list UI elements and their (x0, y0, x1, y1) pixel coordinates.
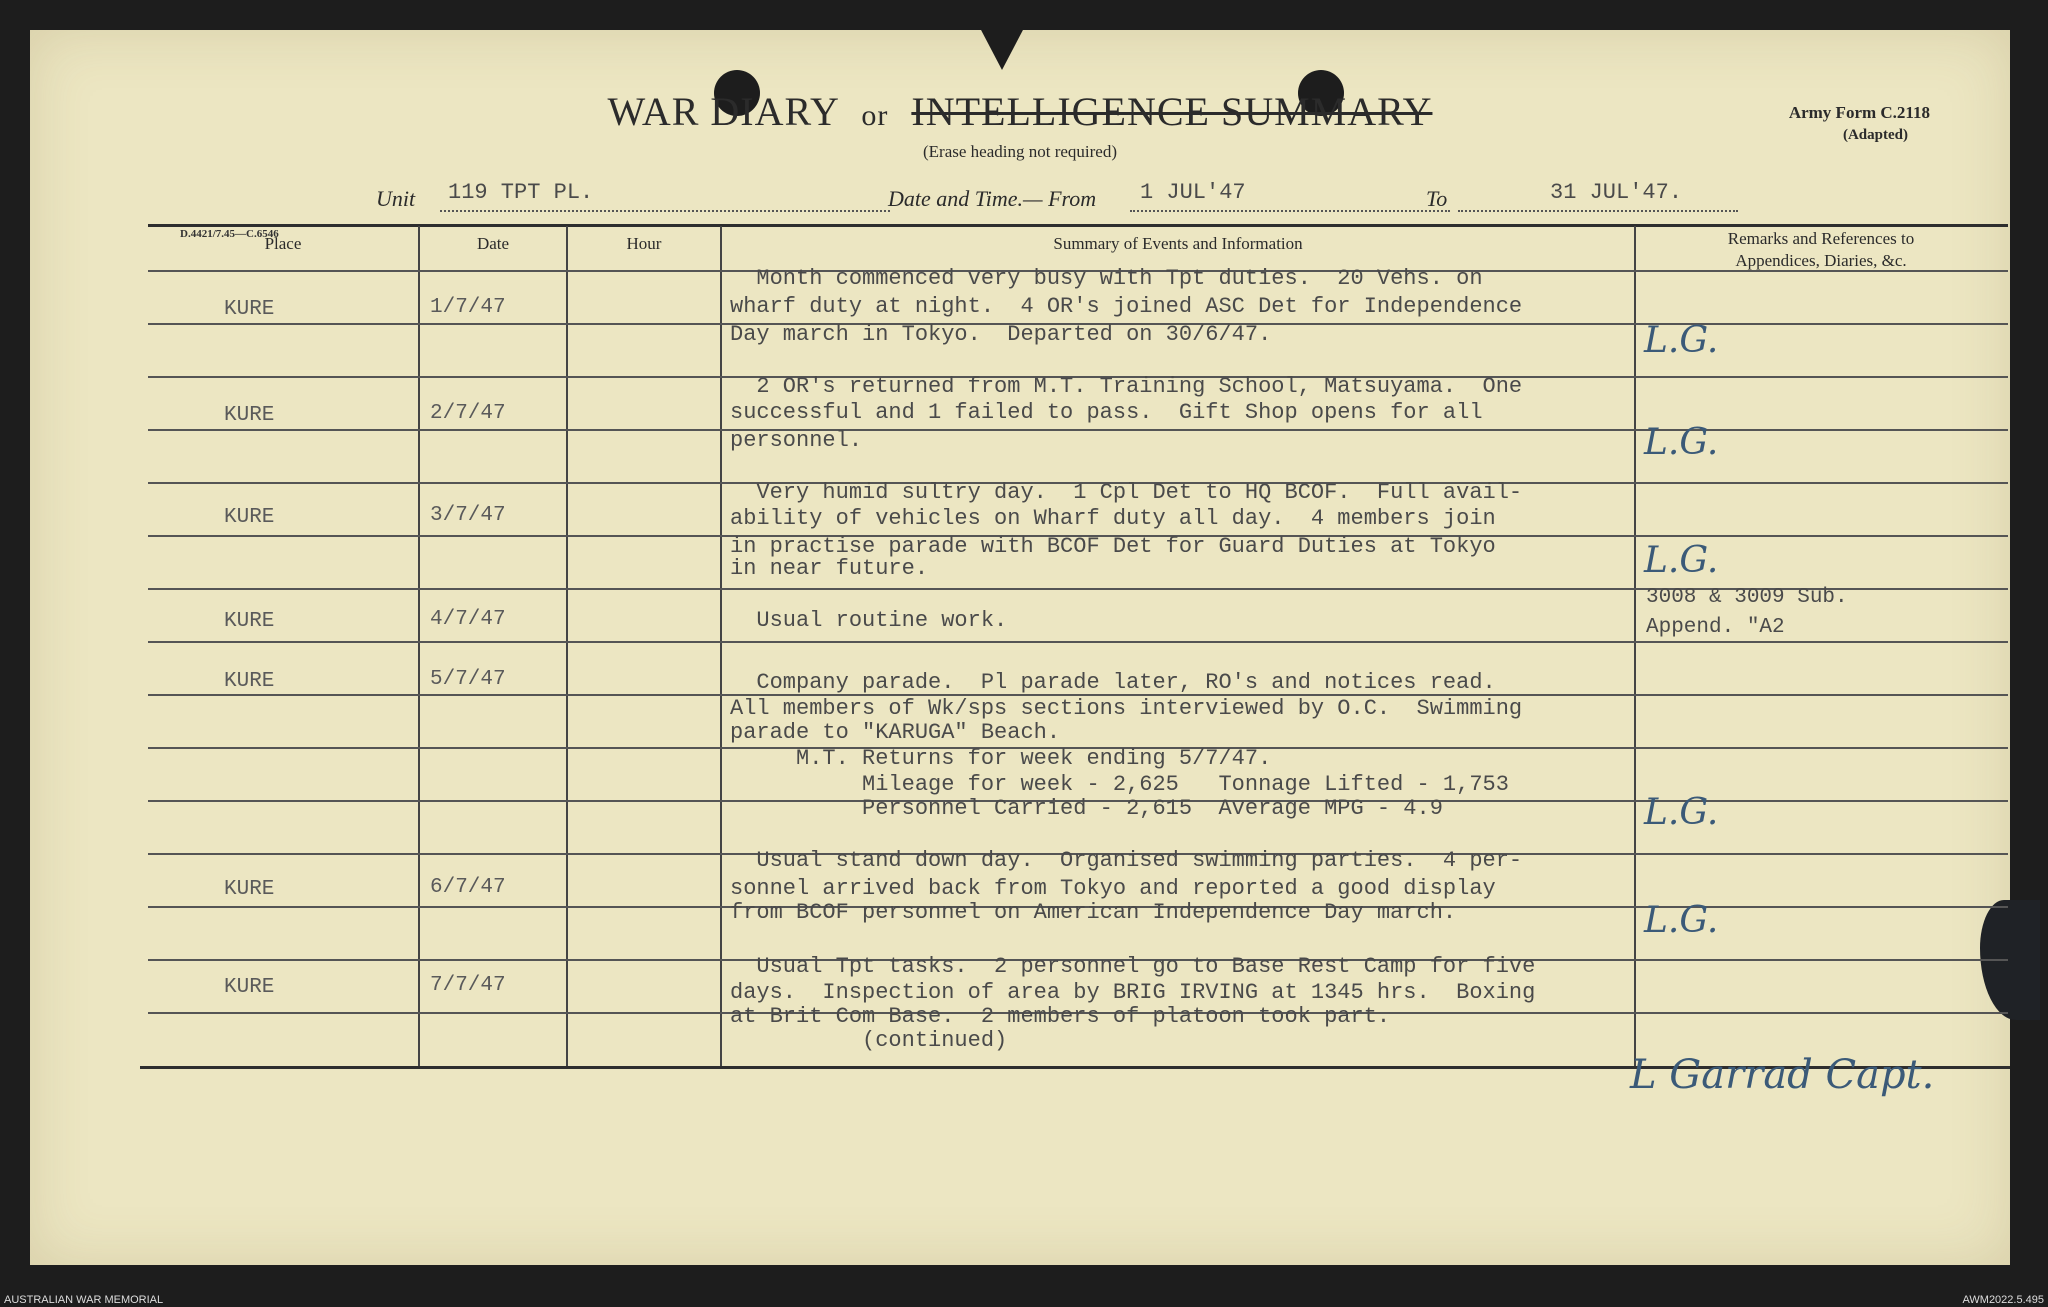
col-divider-4 (1634, 226, 1636, 1066)
initials-mark: L.G. (1644, 792, 1719, 833)
col-header-date: Date (476, 234, 510, 253)
row-summary-line: days. Inspection of area by BRIG IRVING at 1345 hrs. Boxing (730, 980, 1536, 1005)
row-date: 4/7/47 (430, 608, 506, 631)
table-top-rule (148, 224, 2008, 227)
row-summary-line: at Brit Com Base. 2 members of platoon took part. (730, 1004, 1391, 1029)
from-value: 1 JUL'47 (1140, 180, 1246, 205)
row-summary-line: All members of Wk/sps sections interviewed by O.C. Swimming (730, 696, 1523, 721)
row-summary-line: in practise parade with BCOF Det for Guard Duties at Tokyo (730, 534, 1496, 559)
col-divider-3 (720, 226, 722, 1066)
col-header-remarks (1636, 228, 2006, 272)
row-summary-line: (continued) (730, 1028, 1008, 1053)
row-summary-line: M.T. Returns for week ending 5/7/47. (730, 746, 1272, 771)
row-summary-line: Month commenced very busy with Tpt duties. 20 Vehs. on (730, 266, 1483, 291)
row-summary-line: successful and 1 failed to pass. Gift Shop opens for all (730, 400, 1483, 425)
row-date: 3/7/47 (430, 504, 506, 527)
row-place: KURE (224, 878, 275, 901)
row-place: KURE (224, 404, 275, 427)
row-summary-line: Personnel Carried - 2,615 Average MPG - 4.9 (730, 796, 1443, 821)
col-divider-1 (418, 226, 420, 1066)
row-summary-line: Day march in Tokyo. Departed on 30/6/47. (730, 322, 1272, 347)
remarks-line: 3008 & 3009 Sub. (1646, 586, 1848, 609)
row-summary-line: Usual Tpt tasks. 2 personnel go to Base Rest Camp for five (730, 954, 1536, 979)
to-label: To (1426, 186, 1448, 211)
col-header-hour: Hour (626, 234, 662, 253)
footer-accession-number: AWM2022.5.495 (1962, 1294, 2044, 1306)
to-value: 31 JUL'47. (1550, 180, 1683, 205)
officer-signature: L Garrad Capt. (1630, 1052, 1935, 1098)
row-summary-line: personnel. (730, 428, 863, 453)
ruled-line (148, 429, 2008, 431)
row-place: KURE (224, 976, 275, 999)
row-place: KURE (224, 506, 275, 529)
from-dotline (1130, 210, 1450, 212)
to-dotline (1458, 210, 1738, 212)
initials-mark: L.G. (1644, 900, 1719, 941)
title-struck-out: INTELLIGENCE SUMMARY (911, 89, 1433, 134)
army-form-number: Army Form C.2118 (1788, 103, 1930, 122)
row-summary-line: Mileage for week - 2,625 Tonnage Lifted - 1,753 (730, 772, 1509, 797)
row-date: 5/7/47 (430, 668, 506, 691)
army-form-adapted: (Adapted) (1842, 127, 1908, 143)
army-form-ref (1789, 102, 1930, 146)
title-or: or (861, 99, 889, 132)
row-summary-line: Usual stand down day. Organised swimming parties. 4 per- (730, 848, 1523, 873)
date-time-label: Date and Time.— From (888, 186, 1097, 211)
col-divider-2 (566, 226, 568, 1066)
row-summary-line: Very humid sultry day. 1 Cpl Det to HQ BCOF. Full avail- (730, 480, 1523, 505)
row-summary-line: from BCOF personnel on American Independence Day march. (730, 900, 1457, 925)
col-header-remarks-line2: Appendices, Diaries, &c. (1735, 251, 1907, 270)
row-summary-line: wharf duty at night. 4 OR's joined ASC Det for Independence (730, 294, 1523, 319)
form-code: D.4421/7.45—C.6546 (180, 228, 279, 240)
initials-mark: L.G. (1644, 540, 1719, 581)
row-summary-line: sonnel arrived back from Tokyo and reported a good display (730, 876, 1496, 901)
unit-dotline (440, 210, 890, 212)
row-date: 6/7/47 (430, 876, 506, 899)
row-place: KURE (224, 670, 275, 693)
row-date: 2/7/47 (430, 402, 506, 425)
unit-value: 119 TPT PL. (448, 180, 594, 205)
row-summary-line: ability of vehicles on Wharf duty all day. 4 members join (730, 506, 1496, 531)
row-summary-line: in near future. (730, 556, 929, 581)
row-date: 1/7/47 (430, 296, 506, 319)
col-header-remarks-line1: Remarks and References to (1727, 229, 1915, 248)
page-title (30, 88, 2010, 135)
col-header-place: Place (264, 234, 302, 253)
initials-mark: L.G. (1644, 320, 1719, 361)
row-place: KURE (224, 610, 275, 633)
row-summary-line: 2 OR's returned from M.T. Training School, Matsuyama. One (730, 374, 1523, 399)
row-place: KURE (224, 298, 275, 321)
footer-institution: AUSTRALIAN WAR MEMORIAL (4, 1294, 164, 1306)
remarks-line: Append. "A2 (1646, 616, 1785, 639)
unit-label: Unit (376, 186, 416, 211)
row-date: 7/7/47 (430, 974, 506, 997)
row-summary-line: Usual routine work. (730, 608, 1008, 633)
ruled-line (148, 641, 2008, 643)
diary-page (30, 30, 2010, 1265)
erase-note: (Erase heading not required) (923, 142, 1117, 161)
title-war-diary: WAR DIARY (607, 89, 839, 134)
row-summary-line: parade to "KARUGA" Beach. (730, 720, 1061, 745)
row-summary-line: Company parade. Pl parade later, RO's and notices read. (730, 670, 1496, 695)
col-header-summary: Summary of Events and Information (1053, 234, 1303, 253)
paper-tear (980, 28, 1024, 70)
initials-mark: L.G. (1644, 422, 1719, 463)
